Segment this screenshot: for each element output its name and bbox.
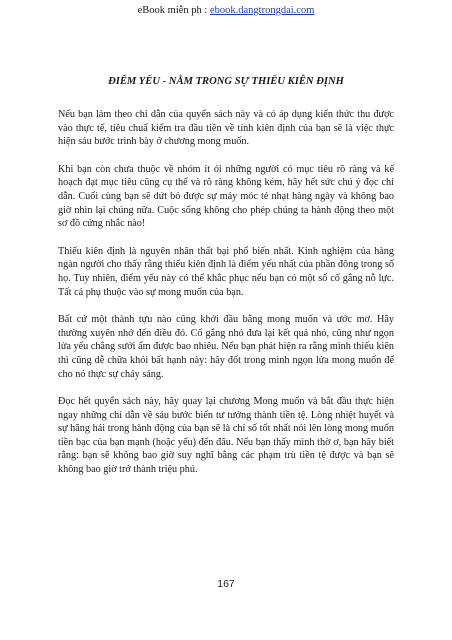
page-number: 167 xyxy=(217,578,235,590)
paragraph: Bất cứ một thành tựu nào cũng khởi đầu bằng mong muốn và ước mơ. Hãy thường xuyên nhớ đến điều đó. Cố gắng nhỏ đưa lại kết quả nhỏ, cũng như ngọn lửa yếu chẳng sưởi ấm được bao nhiêu. Nếu bạn phát hiện ra rằng mình thiếu kiên thì cũng dễ chữa khỏi bất hạnh này: hãy đốt trong mình ngọn lửa mong muốn để cho nó thực sự cháy sáng. xyxy=(58,314,394,380)
ebook-site-link[interactable]: ebook.dangtrongdai.com xyxy=(209,5,315,16)
paragraph: Khi bạn còn chưa thuộc về nhóm ít ỏi những người có mục tiêu rõ ràng và kế hoạch đạt mục tiêu cũng cụ thể và rõ ràng không kém, hãy hết sức chú ý đọc chỉ dẫn. Cuối cùng bạn sẽ dứt bỏ được sự máy móc tẻ nhạt hàng ngày và không bao giờ nhìn lại chúng nữa. Cuộc sống không cho phép chúng ta hành động theo một sơ đồ cứng nhắc nào! xyxy=(58,163,394,230)
body-text xyxy=(58,108,394,491)
page-header xyxy=(0,4,452,17)
paragraph: Đọc hết quyển sách này, hãy quay lại chương Mong muốn và bắt đầu thực hiện ngay những chỉ dẫn về sáu bước biến tư tưởng thành tiền tệ. Lòng nhiệt huyết và sự hăng hái trong hành động của bạn sẽ là chỉ số tốt nhất nói lên lòng mong muốn tiền bạc của bạn mạnh (hoặc yếu) đến đâu. Nếu bạn thấy mình thờ ơ, bạn hãy biết rằng: bạn sẽ không bao giờ suy nghĩ bằng các phạm trù tiền tệ được và bạn sẽ không bao giờ trở thành triệu phú. xyxy=(58,396,394,476)
paragraph: Nếu bạn làm theo chỉ dẫn của quyển sách này và có áp dụng kiến thức thu được vào thực tế, tiêu chuẩ kiểm tra đầu tiên về tính kiên định của bạn sẽ là việc thực hiện sáu bước trình bày ở chương mong muốn. xyxy=(58,109,394,148)
chapter-title: ĐIỂM YẾU - NẰM TRONG SỰ THIẾU KIÊN ĐỊNH xyxy=(108,76,344,87)
header-prefix: eBook miễn ph : xyxy=(137,5,210,16)
paragraph: Thiếu kiên định là nguyên nhân thất bại phổ biến nhất. Kinh nghiệm của hàng ngàn người cho thấy rằng thiếu kiên định là điểm yếu nhất của phần đông trong số họ. Tuy nhiên, điểm yếu này có thể khắc phục nếu bạn có một số cố gắng nỗ lực. Tất cả phụ thuộc vào sự mong muốn của bạn. xyxy=(58,245,394,298)
